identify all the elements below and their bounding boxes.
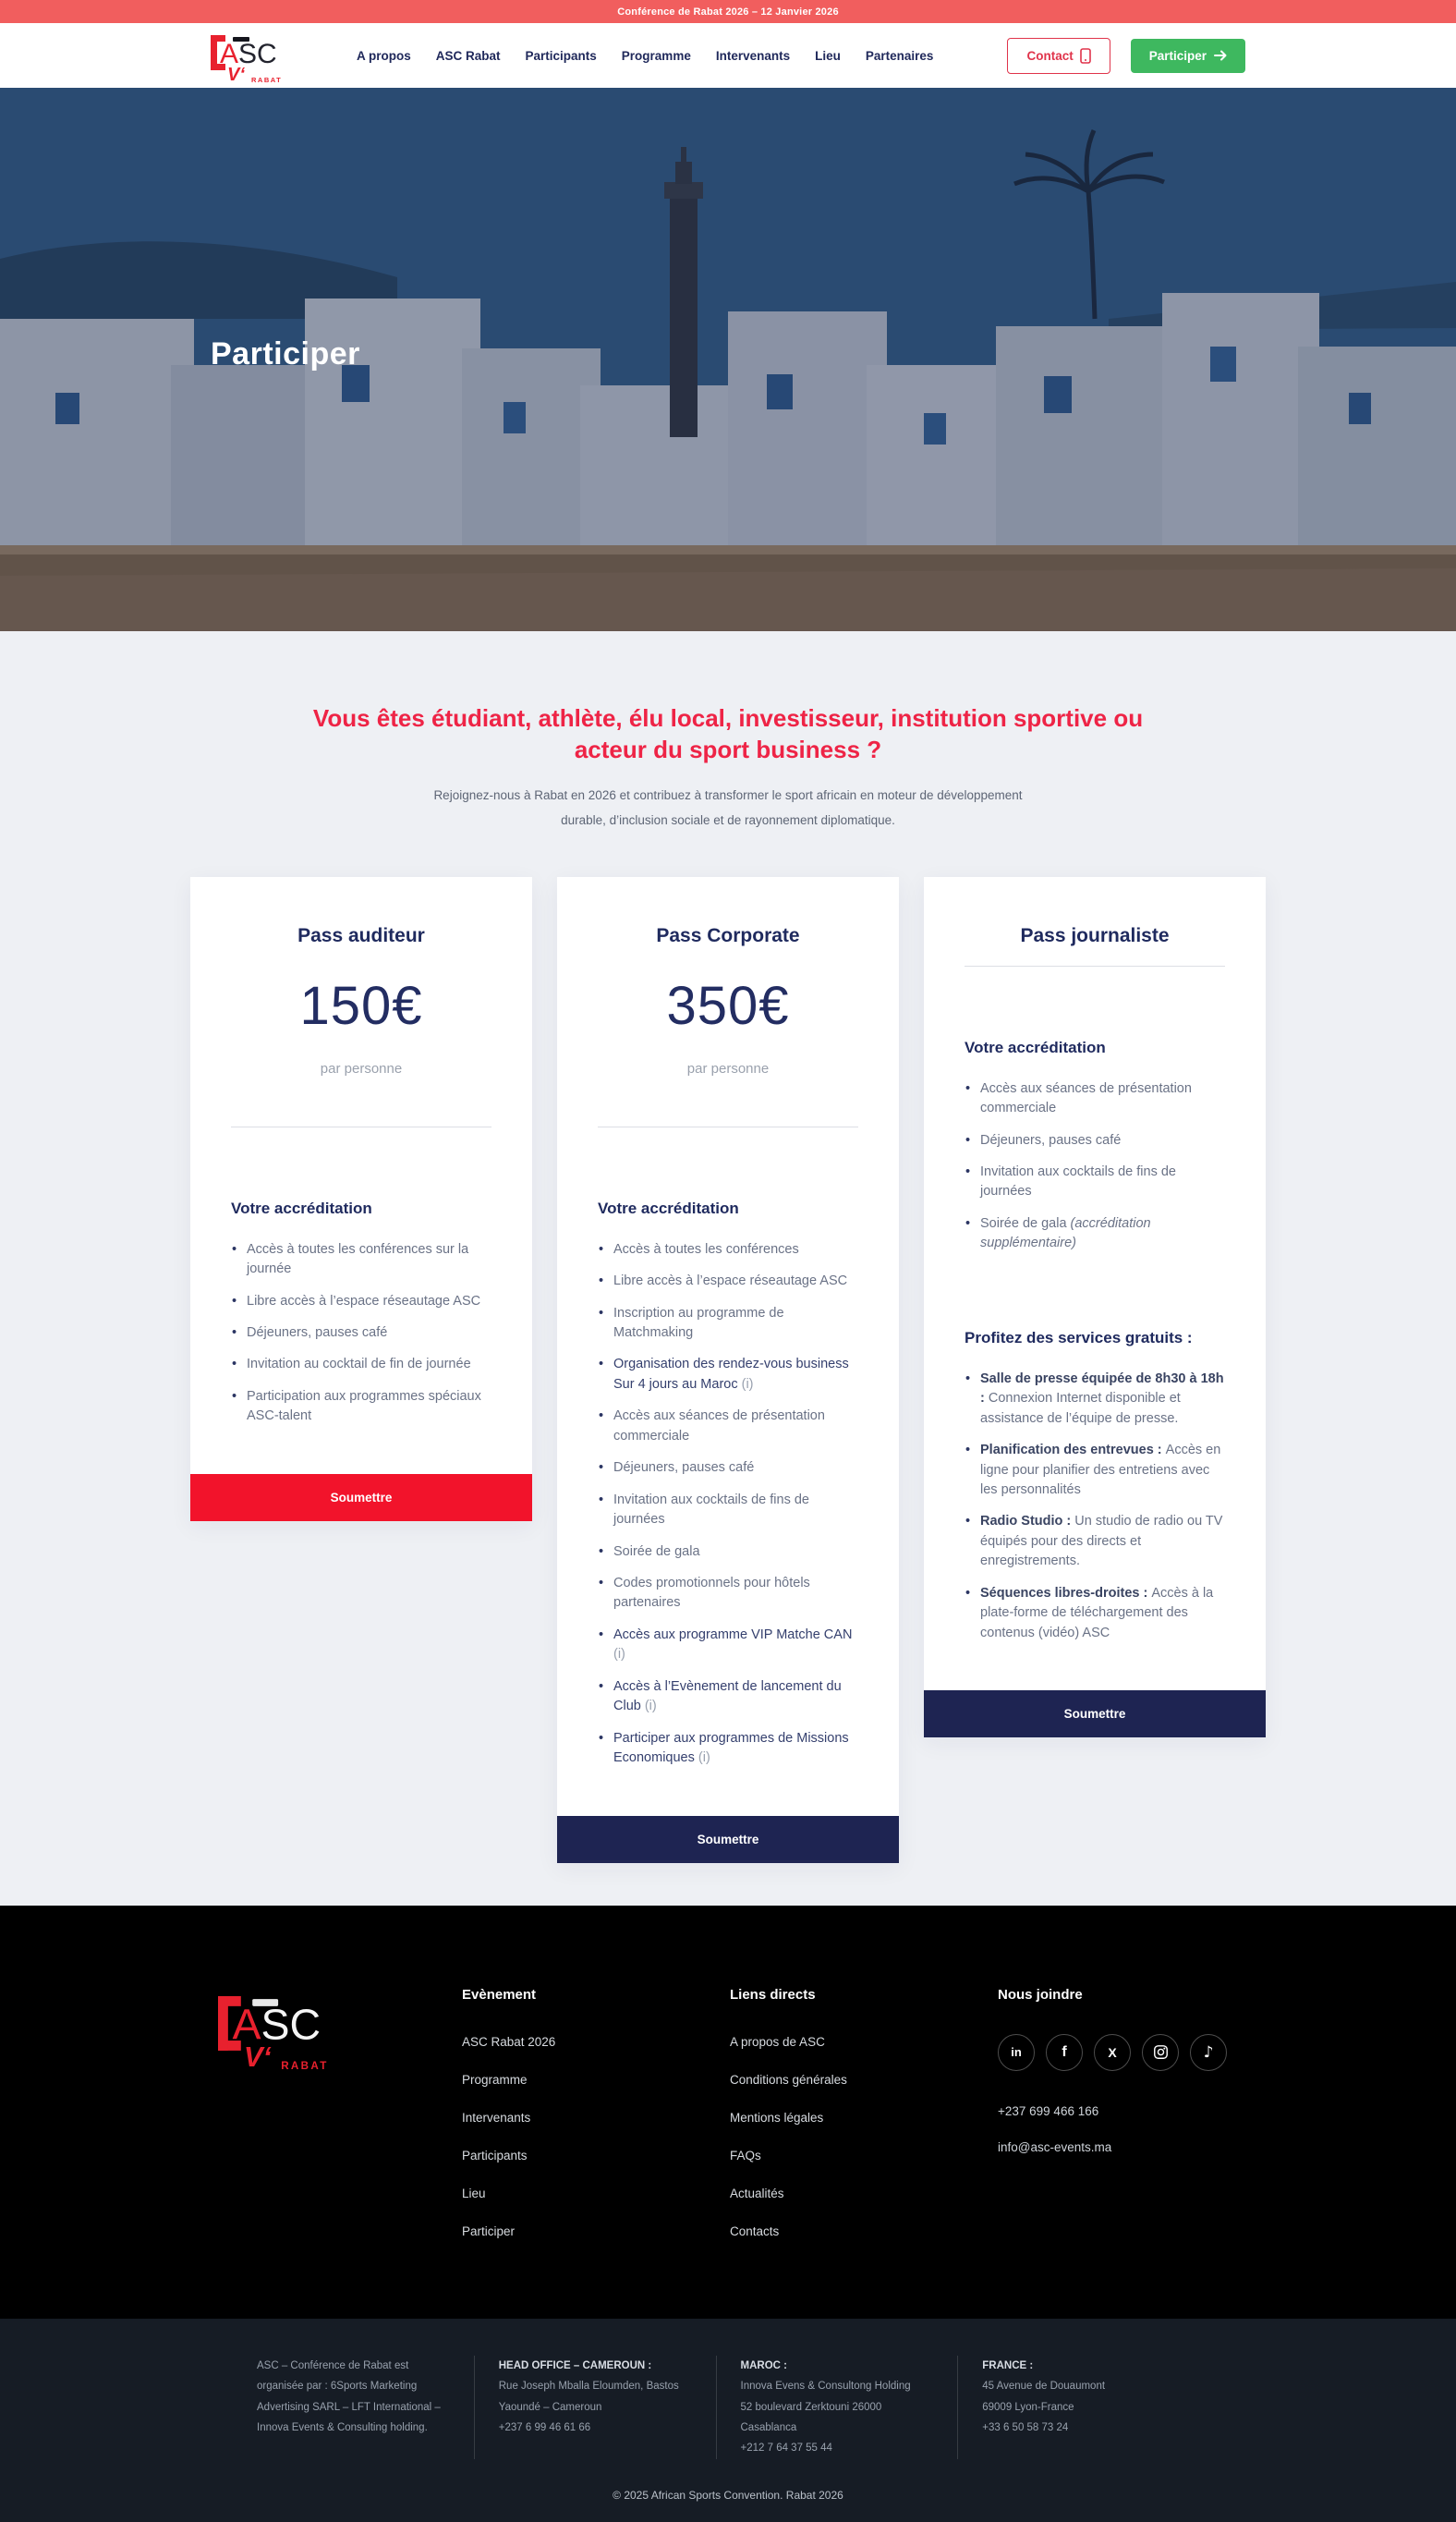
legal-office-line: Rue Joseph Mballa Eloumden, Bastos <box>498 2381 679 2393</box>
linkedin-icon[interactable]: in <box>998 2034 1035 2071</box>
nav-item-partenaires[interactable]: Partenaires <box>865 48 934 63</box>
intro-subheading: Rejoignez-nous à Rabat en 2026 et contribuez à transformer le sport africain en moteur de développement durable, d’inclusion sociale et de rayonnement diplomatique. <box>433 787 1023 827</box>
nav-item-asc-rabat[interactable]: ASC Rabat <box>435 48 501 63</box>
feature-list <box>965 1370 1225 1655</box>
feature-list <box>598 1240 858 1781</box>
participate-button[interactable] <box>1131 39 1245 73</box>
card-section-title: Votre accréditation <box>965 1038 1106 1056</box>
legal-office-line: +237 6 99 46 61 66 <box>498 2421 591 2433</box>
participate-button-label: Participer <box>1148 48 1207 63</box>
footer-link-item <box>462 2186 730 2202</box>
arrow-right-icon <box>1214 50 1227 61</box>
asc-logo[interactable] <box>211 35 322 89</box>
footer-link-programme[interactable]: Programme <box>462 2072 528 2087</box>
footer-link-item <box>730 2148 998 2164</box>
legal-office-line: 52 boulevard Zerktouni 26000 <box>740 2401 882 2413</box>
card-section-title: Profitez des services gratuits : <box>965 1328 1193 1346</box>
legal-office-line: Yaoundé – Cameroun <box>498 2401 602 2413</box>
footer-column-title: Liens directs <box>730 1986 816 2003</box>
card-price-unit: par personne <box>686 1060 770 1077</box>
pricing-cards <box>190 877 1266 1863</box>
card-section-title: Votre accréditation <box>231 1199 372 1217</box>
feature-item: • Participation aux programmes spéciaux ASC-talent <box>231 1387 491 1427</box>
feature-item: • Accès aux séances de présentation commerciale <box>965 1079 1225 1119</box>
footer-link-item <box>730 2224 998 2240</box>
facebook-icon[interactable]: f <box>1046 2034 1083 2071</box>
copyright-text: © 2025 African Sports Convention. Rabat 2026 <box>613 2488 843 2502</box>
feature-item: • Accès aux programme VIP Matche CAN (i) <box>598 1626 858 1665</box>
pricing-card-pass-corporate <box>557 877 899 1863</box>
card-title: Pass journaliste <box>1020 924 1170 946</box>
card-price: 350€ <box>666 975 790 1036</box>
feature-item: • Planification des entrevues : Accès en ligne pour planifier des entretiens avec les personnalités <box>965 1441 1225 1500</box>
feature-item: • Invitation aux cocktails de fins de journées <box>965 1163 1225 1202</box>
feature-item: • Déjeuners, pauses café <box>965 1131 1225 1151</box>
nav-item-programme[interactable]: Programme <box>621 48 691 63</box>
feature-item: • Accès aux séances de présentation commerciale <box>598 1407 858 1446</box>
footer-link-conditions-generales[interactable]: Conditions générales <box>730 2072 847 2087</box>
legal-about: ASC – Conférence de Rabat est organisée par : 6Sports Marketing Advertising SARL – LFT International – Innova Events & Consulting holding. <box>257 2359 441 2433</box>
social-icons <box>998 2034 1227 2071</box>
footer-link-item <box>730 2110 998 2126</box>
x-icon[interactable]: X <box>1094 2034 1131 2071</box>
footer-link-asc-rabat-2026[interactable]: ASC Rabat 2026 <box>462 2034 556 2049</box>
feature-item: • Accès à l’Evènement de lancement du Club (i) <box>598 1677 858 1717</box>
footer-link-participants[interactable]: Participants <box>462 2148 528 2163</box>
footer-column-title: Evènement <box>462 1986 537 2003</box>
submit-button[interactable]: Soumettre <box>924 1690 1266 1737</box>
legal-office-line: Innova Evens & Consultong Holding <box>740 2381 911 2393</box>
footer-link-item <box>462 2148 730 2164</box>
feature-item: • Libre accès à l’espace réseautage ASC <box>231 1292 491 1311</box>
submit-button[interactable]: Soumettre <box>190 1474 532 1521</box>
tiktok-icon[interactable]: ♪ <box>1190 2034 1227 2071</box>
feature-item: • Codes promotionnels pour hôtels partenaires <box>598 1574 858 1614</box>
nav-item-a-propos[interactable]: A propos <box>357 48 411 63</box>
card-section-title: Votre accréditation <box>598 1199 739 1217</box>
footer-link-faqs[interactable]: FAQs <box>730 2148 761 2163</box>
footer-column-evenement <box>462 1987 730 2261</box>
nav-item-participants[interactable]: Participants <box>525 48 597 63</box>
feature-item: • Libre accès à l’espace réseautage ASC <box>598 1272 858 1291</box>
card-divider <box>965 966 1225 967</box>
feature-item: • Déjeuners, pauses café <box>598 1458 858 1478</box>
site-footer <box>0 1906 1456 2319</box>
logo-letters-sc: SC <box>261 2001 322 2050</box>
main-nav <box>357 49 933 63</box>
footer-link-item <box>730 2186 998 2202</box>
footer-logo-column <box>211 1987 462 2261</box>
logo-city-label: RABAT <box>281 2058 329 2072</box>
footer-link-item <box>462 2034 730 2051</box>
pricing-card-pass-journaliste <box>924 877 1266 1738</box>
pricing-card-pass-auditeur <box>190 877 532 1521</box>
intro-heading: Vous êtes étudiant, athlète, élu local, investisseur, institution sportive ou acteur du sport business ? <box>312 704 1144 763</box>
header-actions <box>1007 38 1245 74</box>
legal-office-maroc <box>716 2356 958 2459</box>
instagram-icon[interactable] <box>1142 2034 1179 2071</box>
legal-office-title: HEAD OFFICE – CAMEROUN : <box>498 2359 652 2371</box>
legal-office-title: FRANCE : <box>982 2359 1034 2371</box>
feature-item: • Séquences libres-droites : Accès à la plate-forme de téléchargement des contenus (vidéo) ASC <box>965 1584 1225 1643</box>
footer-phone[interactable]: +237 699 466 166 <box>998 2103 1099 2118</box>
phone-icon <box>1080 48 1091 64</box>
card-price: 150€ <box>299 975 423 1036</box>
logo-v-mark: V‘ <box>227 65 245 85</box>
footer-link-item <box>462 2110 730 2126</box>
logo-v-mark: V‘ <box>243 2041 272 2074</box>
footer-link-list <box>462 2034 730 2240</box>
pricing-section <box>0 631 1456 1906</box>
footer-contact-title: Nous joindre <box>998 1986 1083 2003</box>
page-title: Participer <box>211 335 360 372</box>
footer-link-item <box>462 2224 730 2240</box>
feature-item: • Invitation au cocktail de fin de journée <box>231 1355 491 1374</box>
footer-link-item <box>462 2072 730 2089</box>
feature-item: • Organisation des rendez-vous business Sur 4 jours au Maroc (i) <box>598 1355 858 1395</box>
legal-office-line: 69009 Lyon-France <box>982 2401 1074 2413</box>
footer-link-list <box>730 2034 998 2240</box>
footer-link-participer[interactable]: Participer <box>462 2224 516 2238</box>
logo-letter-a: A <box>232 2001 261 2050</box>
nav-item-lieu[interactable]: Lieu <box>815 48 841 63</box>
legal-office-line: Casablanca <box>740 2421 797 2433</box>
feature-item: • Soirée de gala (accréditation supplémentaire) <box>965 1214 1225 1254</box>
card-title: Pass auditeur <box>297 924 425 946</box>
footer-link-actualites[interactable]: Actualités <box>730 2186 784 2200</box>
feature-item: • Invitation aux cocktails de fins de journées <box>598 1491 858 1530</box>
footer-legal-bar <box>0 2319 1456 2522</box>
legal-office-line: 45 Avenue de Douaumont <box>982 2381 1106 2393</box>
feature-item: • Déjeuners, pauses café <box>231 1323 491 1343</box>
logo-city-label: RABAT <box>251 76 283 84</box>
announcement-text: Conférence de Rabat 2026 – 12 Janvier 2026 <box>617 6 839 18</box>
legal-office-head-office-cameroun <box>474 2356 716 2459</box>
feature-item: • Radio Studio : Un studio de radio ou TV équipés pour des directs et enregistrements. <box>965 1512 1225 1571</box>
footer-link-contacts[interactable]: Contacts <box>730 2224 780 2238</box>
submit-button[interactable]: Soumettre <box>557 1816 899 1863</box>
nav-item-intervenants[interactable]: Intervenants <box>715 48 791 63</box>
feature-list <box>231 1240 491 1439</box>
footer-asc-logo[interactable] <box>218 1996 390 2079</box>
footer-contact-column <box>998 1987 1227 2261</box>
footer-link-mentions-legales[interactable]: Mentions légales <box>730 2110 824 2125</box>
feature-item: • Salle de presse équipée de 8h30 à 18h : Connexion Internet disponible et assistance de l’équipe de presse. <box>965 1370 1225 1429</box>
announcement-banner <box>0 0 1456 23</box>
card-title: Pass Corporate <box>656 924 800 946</box>
contact-button[interactable] <box>1007 38 1110 74</box>
footer-link-intervenants[interactable]: Intervenants <box>462 2110 531 2125</box>
logo-letters-sc: SC <box>238 39 277 69</box>
logo-letter-a: A <box>220 39 239 69</box>
feature-item: • Accès à toutes les conférences sur la journée <box>231 1240 491 1280</box>
feature-item: • Soirée de gala <box>598 1542 858 1562</box>
legal-office-title: MAROC : <box>740 2359 787 2371</box>
card-price-unit: par personne <box>320 1060 403 1077</box>
feature-item: • Participer aux programmes de Missions Economiques (i) <box>598 1729 858 1769</box>
site-header <box>0 23 1456 88</box>
legal-office-france <box>957 2356 1199 2459</box>
footer-link-lieu[interactable]: Lieu <box>462 2186 486 2200</box>
footer-column-liens-directs <box>730 1987 998 2261</box>
footer-link-a-propos-de-asc[interactable]: A propos de ASC <box>730 2034 825 2049</box>
footer-link-item <box>730 2072 998 2089</box>
feature-item: • Accès à toutes les conférences <box>598 1240 858 1260</box>
footer-link-item <box>730 2034 998 2051</box>
feature-item: • Inscription au programme de Matchmaking <box>598 1304 858 1344</box>
contact-button-label: Contact <box>1026 48 1074 63</box>
feature-list <box>965 1079 1225 1266</box>
legal-office-line: +212 7 64 37 55 44 <box>740 2443 832 2455</box>
legal-office-line: +33 6 50 58 73 24 <box>982 2421 1069 2433</box>
hero-section <box>0 88 1456 631</box>
footer-email[interactable]: info@asc-events.ma <box>998 2139 1112 2154</box>
